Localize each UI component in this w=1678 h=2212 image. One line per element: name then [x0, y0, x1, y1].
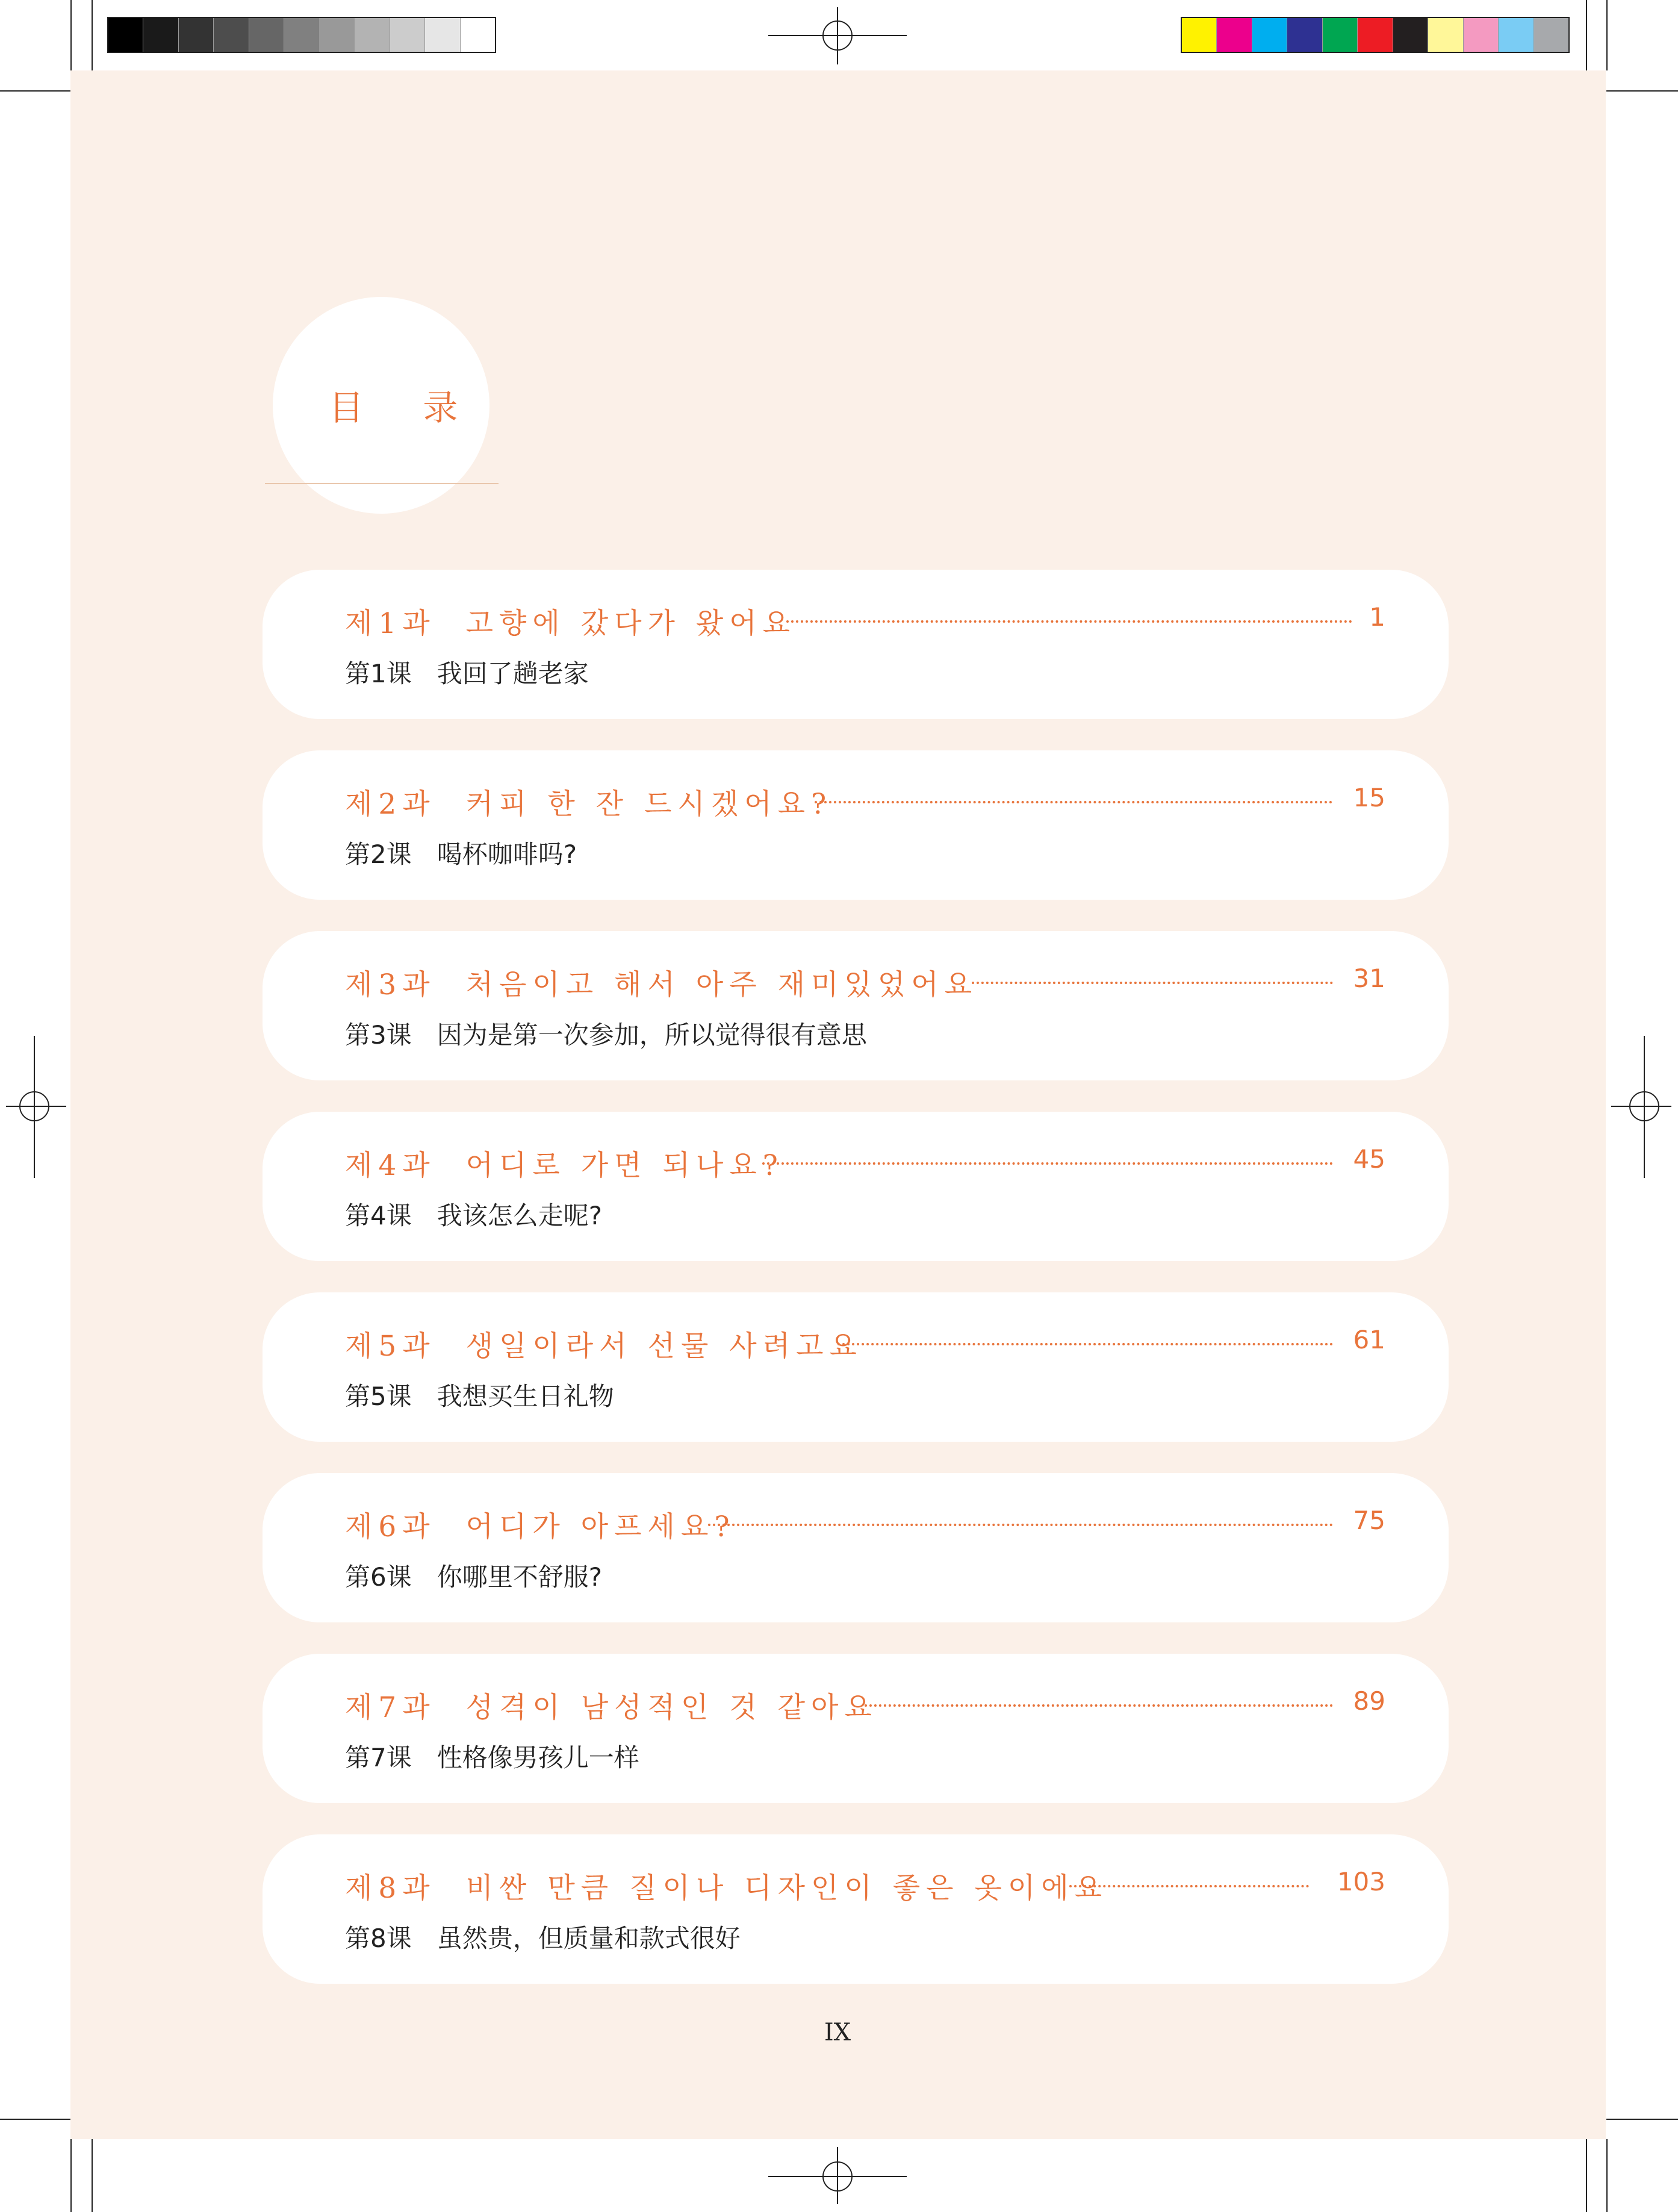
gray-swatch	[214, 18, 249, 52]
leader-dots	[762, 1162, 1333, 1165]
lesson-title-korean: 제2과 커피 한 잔 드시겠어요?	[345, 788, 833, 821]
title-underline	[265, 483, 499, 484]
lesson-title-korean: 제5과 생일이라서 선물 사려고요	[345, 1330, 863, 1363]
lesson-title-chinese: 第7课 性格像男孩儿一样	[345, 1743, 639, 1772]
color-swatch	[1217, 18, 1252, 52]
toc-entry[interactable]	[263, 1112, 1449, 1261]
folio-page-number: IX	[824, 2019, 851, 2046]
page-number: 75	[1353, 1506, 1385, 1535]
color-swatch	[1464, 18, 1499, 52]
lesson-title-chinese: 第4课 我该怎么走呢?	[345, 1201, 603, 1230]
lesson-title-korean: 제3과 처음이고 해서 아주 재미있었어요	[345, 968, 978, 1002]
registration-mark-icon	[1611, 1036, 1671, 1178]
toc-entry[interactable]	[263, 750, 1449, 900]
page-number: 103	[1337, 1867, 1385, 1896]
lesson-title-korean: 제8과 비싼 만큼 질이나 디자인이 좋은 옷이에요	[345, 1872, 1108, 1905]
gray-swatch	[179, 18, 214, 52]
registration-mark-icon	[768, 7, 907, 64]
gray-swatch	[249, 18, 284, 52]
gray-swatch	[143, 18, 178, 52]
color-swatch	[1252, 18, 1287, 52]
page-number: 89	[1353, 1686, 1385, 1716]
toc-entry[interactable]	[263, 1654, 1449, 1803]
lesson-title-chinese: 第2课 喝杯咖啡吗?	[345, 840, 577, 869]
page-number: 15	[1353, 783, 1385, 812]
gray-swatch	[461, 18, 495, 52]
gray-swatch	[390, 18, 425, 52]
lesson-title-korean: 제7과 성격이 남성적인 것 같아요	[345, 1691, 878, 1724]
color-swatch	[1393, 18, 1428, 52]
toc-entry[interactable]	[263, 1292, 1449, 1442]
toc-entry[interactable]	[263, 570, 1449, 719]
lesson-title-korean: 제4과 어디로 가면 되나요?	[345, 1149, 784, 1182]
color-swatch	[1499, 18, 1534, 52]
lesson-title-chinese: 第8课 虽然贵，但质量和款式很好	[345, 1924, 741, 1953]
color-swatch	[1358, 18, 1393, 52]
lesson-title-chinese: 第5课 我想买生日礼物	[345, 1382, 614, 1411]
leader-dots	[1069, 1885, 1309, 1887]
gray-swatch	[320, 18, 355, 52]
color-swatch	[1323, 18, 1358, 52]
color-swatch	[1182, 18, 1217, 52]
grayscale-color-bar	[107, 17, 496, 53]
leader-dots	[815, 801, 1332, 803]
registration-mark-icon	[6, 1036, 66, 1178]
page-number: 45	[1353, 1144, 1385, 1174]
leader-dots	[972, 982, 1333, 984]
gray-swatch	[425, 18, 460, 52]
gray-swatch	[355, 18, 390, 52]
lesson-title-chinese: 第1课 我回了趟老家	[345, 659, 589, 688]
lesson-title-chinese: 第3课 因为是第一次参加，所以觉得很有意思	[345, 1020, 867, 1050]
color-swatch	[1287, 18, 1322, 52]
color-swatch	[1534, 18, 1568, 52]
process-color-bar	[1181, 17, 1570, 53]
gray-swatch	[108, 18, 143, 52]
registration-mark-icon	[768, 2147, 907, 2204]
page-number: 31	[1353, 964, 1385, 993]
page-number: 1	[1369, 602, 1385, 632]
lesson-title-chinese: 第6课 你哪里不舒服?	[345, 1562, 603, 1592]
leader-dots	[786, 620, 1352, 623]
lesson-title-korean: 제1과 고향에 갔다가 왔어요	[345, 607, 797, 640]
lesson-title-korean: 제6과 어디가 아프세요?	[345, 1510, 736, 1544]
gray-swatch	[284, 18, 319, 52]
leader-dots	[837, 1343, 1333, 1345]
color-swatch	[1428, 18, 1463, 52]
leader-dots	[865, 1704, 1333, 1707]
toc-entry[interactable]	[263, 1473, 1449, 1622]
leader-dots	[708, 1524, 1333, 1526]
page-title: 目 录	[329, 387, 482, 428]
page-number: 61	[1353, 1325, 1385, 1354]
toc-entry[interactable]	[263, 1834, 1449, 1984]
toc-entry[interactable]	[263, 931, 1449, 1080]
